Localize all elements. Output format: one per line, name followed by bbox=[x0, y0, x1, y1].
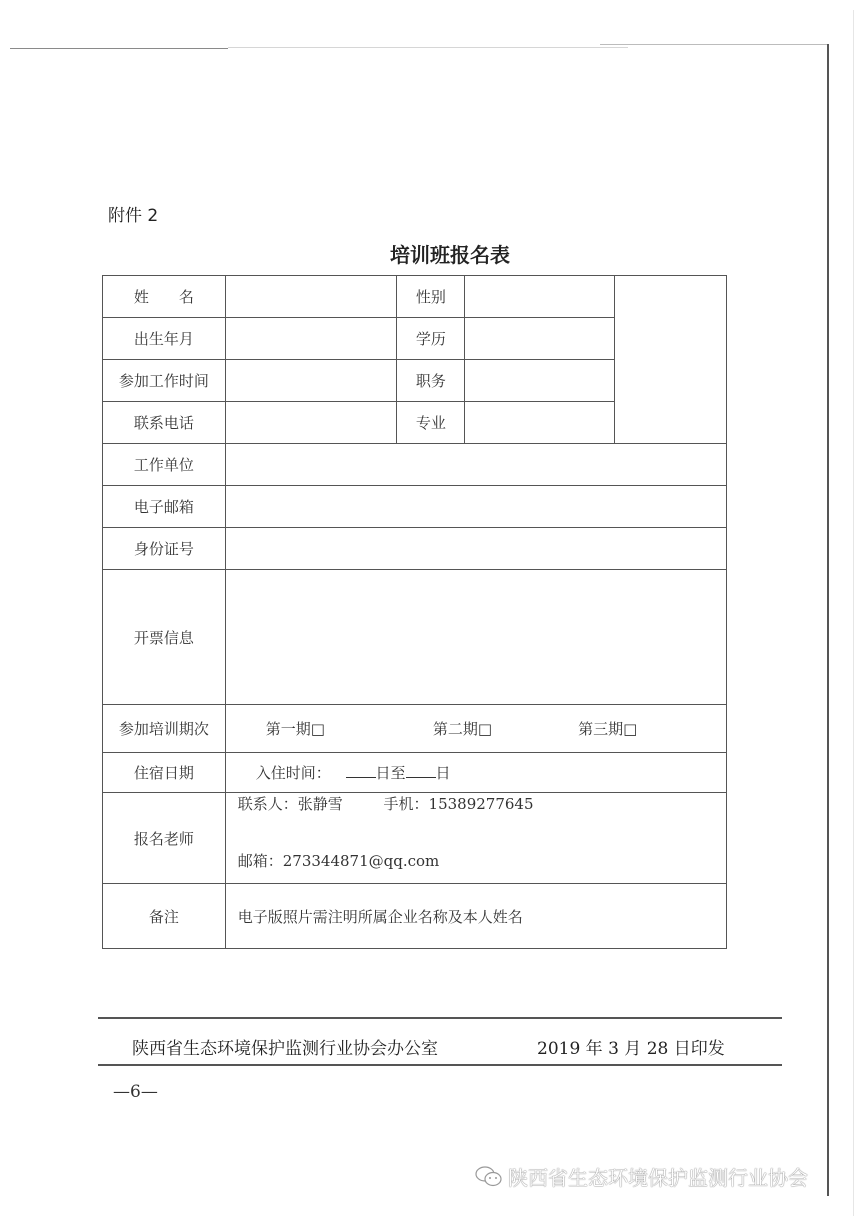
gender-field[interactable] bbox=[465, 276, 615, 318]
footer-divider bbox=[98, 1017, 782, 1019]
phone-field[interactable] bbox=[225, 402, 397, 444]
scan-edge-line bbox=[853, 10, 854, 1216]
position-field[interactable] bbox=[465, 360, 615, 402]
registration-form bbox=[102, 275, 727, 949]
footer-org: 陕西省生态环境保护监测行业协会办公室 bbox=[132, 1039, 438, 1059]
contact-phone: 手机：15389277645 bbox=[383, 795, 534, 813]
form-row-email bbox=[103, 486, 727, 528]
form-row-notes bbox=[103, 884, 727, 949]
scan-edge-line bbox=[228, 47, 628, 48]
field-label: 电子邮箱 bbox=[103, 486, 226, 528]
name-field[interactable] bbox=[225, 276, 397, 318]
major-field[interactable] bbox=[465, 402, 615, 444]
periods-options bbox=[225, 705, 726, 753]
invoice-field[interactable] bbox=[225, 570, 726, 705]
contact-person: 联系人：张静雪 bbox=[237, 795, 343, 813]
email-field[interactable] bbox=[225, 486, 726, 528]
notes-text: 电子版照片需注明所属企业名称及本人姓名 bbox=[225, 884, 726, 949]
form-row-employer bbox=[103, 444, 727, 486]
period-option-2[interactable]: 第二期□ bbox=[432, 720, 493, 738]
photo-box[interactable] bbox=[615, 276, 727, 444]
form-title: 培训班报名表 bbox=[390, 243, 510, 267]
work-start-field[interactable] bbox=[225, 360, 397, 402]
field-label: 职务 bbox=[397, 360, 465, 402]
page-number: —6— bbox=[113, 1082, 158, 1102]
scan-edge-line bbox=[600, 44, 828, 45]
attachment-label: 附件 2 bbox=[108, 206, 159, 226]
birth-field[interactable] bbox=[225, 318, 397, 360]
field-label: 住宿日期 bbox=[103, 753, 226, 793]
period-option-1[interactable]: 第一期□ bbox=[265, 720, 325, 738]
form-row-periods bbox=[103, 705, 727, 753]
form-row-invoice bbox=[103, 570, 727, 705]
lodging-mid: 日至 bbox=[375, 764, 406, 782]
scan-edge-line bbox=[10, 48, 228, 49]
lodging-prefix: 入住时间： bbox=[255, 764, 331, 782]
field-label: 参加工作时间 bbox=[103, 360, 226, 402]
field-label: 开票信息 bbox=[103, 570, 226, 705]
education-field[interactable] bbox=[465, 318, 615, 360]
watermark-text: 陕西省生态环境保护监测行业协会 bbox=[508, 1166, 808, 1190]
contact-email: 邮箱：273344871@qq.com bbox=[237, 852, 440, 870]
period-option-3[interactable]: 第三期□ bbox=[578, 720, 638, 738]
teacher-info bbox=[225, 793, 726, 884]
field-label: 专业 bbox=[397, 402, 465, 444]
id-number-field[interactable] bbox=[225, 528, 726, 570]
field-label: 工作单位 bbox=[103, 444, 226, 486]
watermark bbox=[474, 1162, 808, 1191]
field-label: 性别 bbox=[397, 276, 465, 318]
scan-edge-line bbox=[827, 44, 829, 1196]
lodging-field bbox=[225, 753, 726, 793]
field-label: 参加培训期次 bbox=[103, 705, 226, 753]
field-label: 学历 bbox=[397, 318, 465, 360]
field-label: 出生年月 bbox=[103, 318, 226, 360]
form-row-name bbox=[103, 276, 727, 318]
field-label: 报名老师 bbox=[103, 793, 226, 884]
lodging-suffix: 日 bbox=[435, 764, 451, 782]
checkin-day-blank[interactable] bbox=[346, 763, 376, 778]
wechat-icon bbox=[474, 1165, 504, 1189]
form-row-id bbox=[103, 528, 727, 570]
form-row-teacher bbox=[103, 793, 727, 884]
employer-field[interactable] bbox=[225, 444, 726, 486]
form-row-lodging bbox=[103, 753, 727, 793]
checkout-day-blank[interactable] bbox=[406, 763, 436, 778]
field-label: 联系电话 bbox=[103, 402, 226, 444]
field-label: 备注 bbox=[103, 884, 226, 949]
footer-date: 2019 年 3 月 28 日印发 bbox=[537, 1039, 725, 1059]
footer-divider bbox=[98, 1064, 782, 1066]
field-label: 身份证号 bbox=[103, 528, 226, 570]
field-label: 姓 名 bbox=[103, 276, 226, 318]
